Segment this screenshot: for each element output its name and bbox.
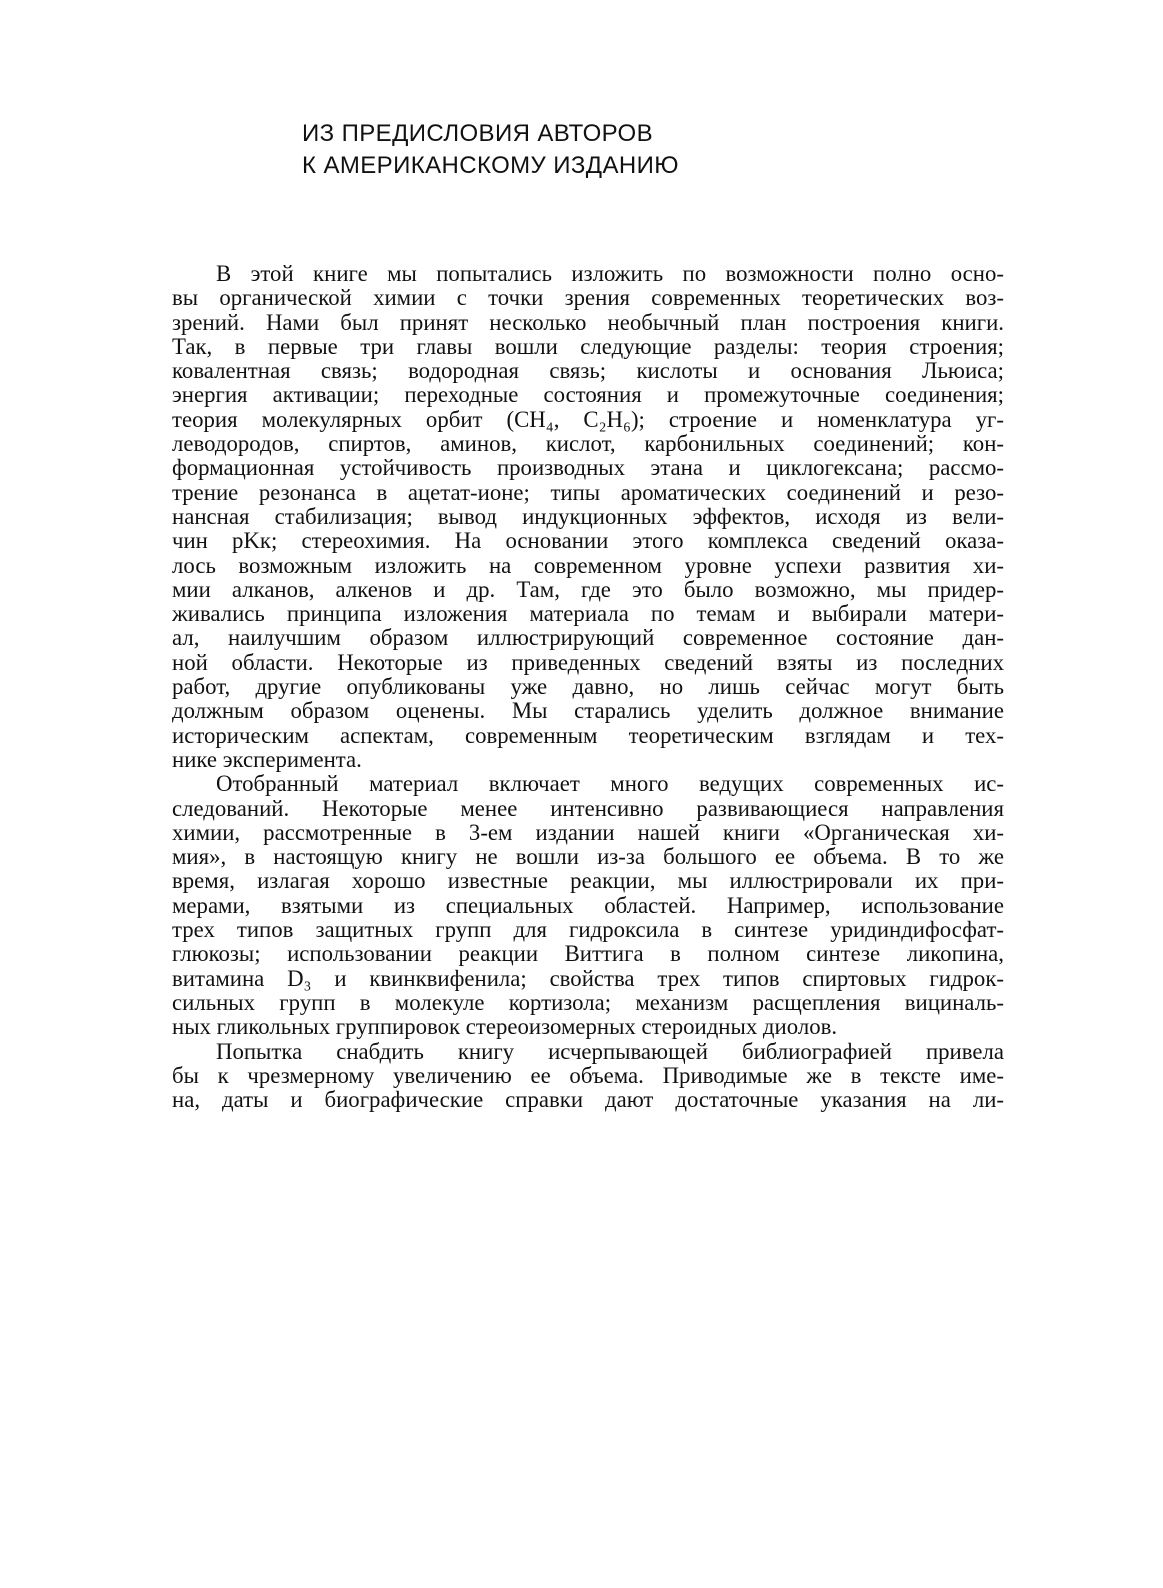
paragraph-3 [172,1040,1004,1113]
text-line: Отобранный материал включает много ведущих современных ис- [216,772,1004,797]
page-title [302,118,822,182]
text-line: мерами, взятыми из специальных областей. Например, использование [172,893,1004,918]
text-line: зрений. Нами был принят несколько необычный план построения книги. [172,310,1004,335]
text-line: мии алканов, алкенов и др. Там, где это было возможно, мы придер- [172,577,1004,602]
text-line: на, даты и биографические справки дают достаточные указания на ли- [172,1088,1004,1113]
text-line: чин pKк; стереохимия. На основании этого комплекса сведений оказа- [172,529,1004,554]
text-line: трение резонанса в ацетат-ионе; типы ароматических соединений и резо- [172,480,1004,505]
text-line: ковалентная связь; водородная связь; кислоты и основания Льюиса; [172,359,1004,384]
text-line: ных гликольных группировок стереоизомерных стероидных диолов. [172,1015,838,1040]
text-line: Так, в первые три главы вошли следующие разделы: теория строения; [172,334,1004,359]
text-line: вы органической химии с точки зрения современных теоретических воз- [172,286,1004,311]
text-line: нике эксперимента. [172,747,362,772]
text-line: время, излагая хорошо известные реакции, мы иллюстрировали их при- [172,869,1004,894]
paragraph-2 [172,772,1004,1039]
text-line: В этой книге мы попытались изложить по возможности полно осно- [216,262,1004,286]
text-line: бы к чрезмерному увеличению ее объема. Приводимые же в тексте име- [172,1063,1004,1088]
text-line: сильных групп в молекуле кортизола; механизм расщепления вициналь- [172,990,1004,1015]
text-line: трех типов защитных групп для гидроксила в синтезе уридиндифосфат- [172,918,1004,943]
text-line: ной области. Некоторые из приведенных сведений взяты из последних [172,650,1004,675]
text-line: лось возможным изложить на современном уровне успехи развития хи- [172,553,1004,578]
text-line: живались принципа изложения материала по темам и выбирали матери- [172,602,1004,627]
text-line: теория молекулярных орбит (CH₄, C₂H₆); строение и номенклатура уг- [172,407,1004,432]
text-line: мия», в настоящую книгу не вошли из-за большого ее объема. В то же [172,845,1004,870]
text-line: ал, наилучшим образом иллюстрирующий современное состояние дан- [172,626,1004,651]
text-line: витамина D₃ и квинквифенила; свойства трех типов спиртовых гидрок- [172,966,1004,991]
text-line: химии, рассмотренные в 3-ем издании нашей книги «Органическая хи- [172,820,1004,845]
preface-text [172,262,1004,1112]
text-line: энергия активации; переходные состояния и промежуточные соединения; [172,383,1004,408]
text-line: Попытка снабдить книгу исчерпывающей библиографией привела [216,1039,1004,1064]
text-line: леводородов, спиртов, аминов, кислот, карбонильных соединений; кон- [172,432,1004,457]
text-line: должным образом оценены. Мы старались уделить должное внимание [172,699,1004,724]
title-line-1: ИЗ ПРЕДИСЛОВИЯ АВТОРОВ [302,120,654,147]
text-line: глюкозы; использовании реакции Виттига в полном синтезе ликопина, [172,942,1004,967]
text-line: работ, другие опубликованы уже давно, но лишь сейчас могут быть [172,675,1004,700]
paragraph-1 [172,262,1004,772]
title-line-2: К АМЕРИКАНСКОМУ ИЗДАНИЮ [302,152,679,179]
text-line: нансная стабилизация; вывод индукционных эффектов, исходя из вели- [172,504,1004,529]
text-line: историческим аспектам, современным теоретическим взглядам и тех- [172,723,1004,748]
text-line: следований. Некоторые менее интенсивно развивающиеся направления [172,796,1004,821]
text-line: формационная устойчивость производных этана и циклогексана; рассмо- [172,456,1004,481]
